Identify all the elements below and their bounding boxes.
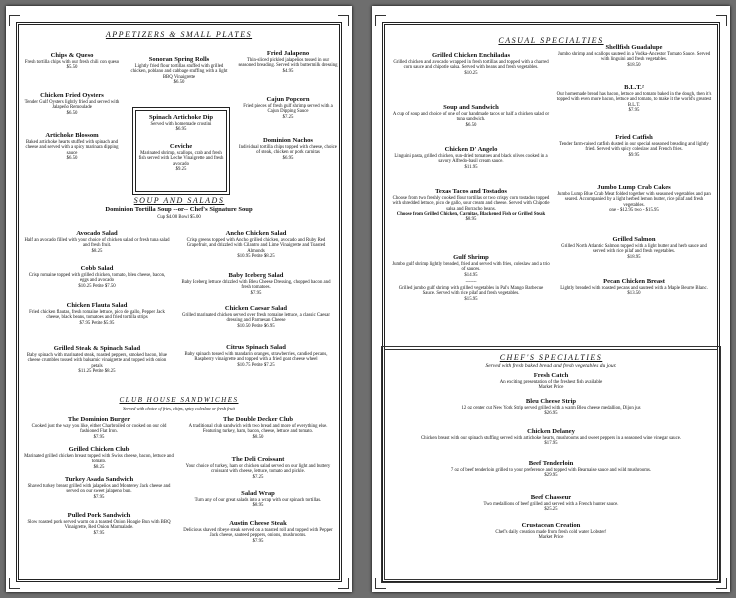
menu-item: Fried Catfish Tender farm-raised catfish dusted in our special seasoned breading and lightly fried. Served with spicy coleslaw and French fries. $9.95 bbox=[559, 134, 709, 158]
menu-item: Grilled Steak & Spinach Salad Baby spinach with marinated steak, roasted peppers, smoked bacon, blue cheese crumbles tossed with balsamic vinaigrette and topped with onion petals $11.25 Petite $8.25 bbox=[26, 345, 168, 374]
section-subtitle: Served with fresh baked bread and fresh vegetables du jour. bbox=[485, 363, 617, 369]
corner-ornament bbox=[716, 15, 727, 26]
menu-page-right bbox=[372, 6, 730, 592]
menu-item: Ceviche Marinated shrimp, scallops, crab and fresh fish served with Leche Vinaigrette and fresh avocado $9.25 bbox=[138, 143, 224, 172]
section-title-sandwiches: CLUB HOUSE SANDWICHES bbox=[119, 396, 239, 404]
menu-item: Cajun Popcorn Fried pieces of fresh gulf shrimp served with a Cajun Dipping Sauce $7.25 bbox=[243, 96, 333, 120]
menu-item: Chips & Queso Fresh tortilla chips with our fresh chili con queso $5.50 bbox=[24, 52, 120, 71]
soup-prices: Cup $4.00 Bowl $5.00 bbox=[157, 215, 201, 220]
menu-item: Grilled Salmon Grilled North Atlantic Salmon topped with a light butter and herb sauce and served with rice pilaf and fresh vegetables. $18.95 bbox=[561, 236, 707, 260]
menu-item: Pulled Pork Sandwich Slow roasted pork served warm on a toasted Onion Hoagie Bun with BBQ Vinaigrette, Red Onion Marmalade. $7.95 bbox=[27, 512, 171, 536]
section-subtitle: Served with choice of fries, chips, spicy coleslaw or fresh fruit bbox=[123, 406, 235, 411]
menu-item: The Dominion Burger Cooked just the way you like, either Charbroiled or cooked on our old fashioned Flat Iron. $7.95 bbox=[31, 416, 167, 440]
menu-item: The Deli Croissant Your choice of turkey, ham or chicken salad served on our light and buttery croissant with cheese, lettuce, tomato and pickle. $7.25 bbox=[185, 456, 331, 480]
menu-item: Soup and Sandwich A cup of soup and choice of one of our handmade tacos or half a chicken salad or tuna sandwich. $6.50 bbox=[392, 104, 550, 128]
menu-item: The Double Decker Club A traditional club sandwich with two bread and more of everything else. Featuring turkey, ham, bacon, cheese, lettuce and tomato. $8.50 bbox=[188, 416, 328, 440]
section-title-chef: CHEF'S SPECIALTIES bbox=[499, 353, 603, 362]
menu-item: Beef Tenderloin 7 oz of beef tenderloin grilled to your preference and topped with Bearnaise sauce and wild mushrooms. $29.95 bbox=[450, 460, 652, 479]
menu-item: Fried Jalapeno Thin-sliced pickled jalapeños tossed in our seasoned breading. Served with buttermilk dressing $4.95 bbox=[238, 50, 338, 74]
chefs-specialties-box bbox=[384, 349, 718, 580]
corner-ornament bbox=[9, 578, 20, 589]
corner-ornament bbox=[9, 15, 20, 26]
menu-item: Chicken Delaney Chicken breast with our spinach stuffing served with artichoke hearts, mushrooms and sweet peppers in a seasoned wine vinegar sauce. $17.95 bbox=[420, 428, 682, 447]
menu-item: Avocado Salad Half an avocado filled with your choice of chicken salad or fresh tuna salad and fresh fruit. $8.25 bbox=[24, 230, 170, 254]
menu-item: Sonoran Spring Rolls Lightly fried flour tortillas stuffed with grilled chicken, poblano and cabbage stuffing with a light BBQ Vinaigrette $6.50 bbox=[130, 56, 228, 85]
menu-item: Citrus Spinach Salad Baby spinach tossed with mandarin oranges, strawberries, candied pecans, Raspberry vinaigrette and topped with a fried goat cheese wheel $10.75 Petite $7.25 bbox=[184, 344, 328, 368]
menu-item: Shellfish Guadalupe Jumbo shrimp and scallops sauteed in a Vodka-Ancestor Tomato Sauce. Served with linguini and fresh vegetables. $18.50 bbox=[557, 44, 711, 68]
menu-item: Austin Cheese Steak Delicious shaved ribeye steak served on a toasted roll and topped with Pepper Jack cheese, sauteed peppers, onions, mushrooms. $7.95 bbox=[183, 520, 333, 544]
menu-item: Gulf Shrimp Jumbo gulf shrimp lightly breaded, fried and served with fries, coleslaw and a trio of sauces. $14.95 bbox=[392, 254, 550, 278]
menu-item: Bleu Cheese Strip 12 oz center cut New York Strip served grilled with a warm Bleu cheese medallion, Dijon jus $26.95 bbox=[461, 398, 641, 417]
menu-item-description: Grilled jumbo gulf shrimp with grilled vegetables in Pal's Mango Barbecue Sauce. Served with rice pilaf and fresh vegetables. $15.95 bbox=[398, 286, 544, 302]
menu-item: Crustacean Creation Chef's daily creation made from fresh cold water Lobster! Market Price bbox=[495, 522, 607, 541]
menu-item: Chicken D' Angelo Linguini pasta, grilled chicken, sun-dried tomatoes and black olives cooked in a savory Alfredo-basil cream sauce. $11.95 bbox=[394, 146, 548, 170]
menu-item: Beef Chasseur Two medallions of beef grilled and served with a French hunter sauce. $25.25 bbox=[483, 494, 619, 513]
menu-item: Chicken Fried Oysters Tender Gulf Oysters lightly fried and served with Jalapeño Remoulade $6.50 bbox=[24, 92, 120, 116]
section-title-casual: CASUAL SPECIALTIES bbox=[498, 36, 604, 45]
menu-item: Cobb Salad Crisp romaine topped with grilled chicken, tomato, bleu cheese, bacon, eggs and avocado $10.25 Petite $7.50 bbox=[28, 265, 166, 289]
menu-item: Jumbo Lump Crab Cakes Jumbo Lump Blue Crab Meat folded together with seasoned vegetables and pan seared. Accompanied by a light herbed lemon butter, rice pilaf and fresh vegetables. one - $12.95 two - $15.95 bbox=[557, 184, 711, 213]
menu-item: Chicken Caesar Salad Grilled marinated chicken served over fresh romaine lettuce, a classic Caesar dressing and Parmesan Cheese $10.50 Petite $6.95 bbox=[182, 305, 330, 329]
menu-item: Pecan Chicken Breast Lightly breaded with roasted pecans and sauteed with a Maple Beurre Blanc. $13.50 bbox=[560, 278, 708, 297]
menu-item: Spinach Artichoke Dip Served with homemade crostini $6.95 bbox=[148, 114, 214, 133]
menu-item: Baby Iceberg Salad Baby Iceberg lettuce drizzled with Bleu Cheese Dressing, chopped bacon and fresh tomatoes. $7.95 bbox=[181, 272, 331, 296]
menu-item: Salad Wrap Turn any of our great salads into a wrap with our spinach tortillas. $8.95 bbox=[194, 490, 322, 509]
menu-item: B.L.T.² Our homemade bread has bacon, lettuce and tomato baked in the dough, then it's topped with even more bacon, lettuce and tomato, to make it the world's greatest B.L.T. $7.95 bbox=[556, 84, 712, 113]
menu-item: Turkey Asada Sandwich Shaved turkey breast grilled with jalapeños and Monterey Jack cheese and served on our sweet jalapeno bun. $7.95 bbox=[27, 476, 171, 500]
menu-page-left bbox=[6, 6, 352, 592]
separator-ornament: ~~~~ bbox=[465, 280, 477, 285]
menu-item: Ancho Chicken Salad Crisp greens topped with Ancho grilled chicken, avocado and Ruby Red Grapefruit, and drizzled with Cilantro and Lime Vinaigrette and Toasted Almonds $10.95 Petite $8.25 bbox=[186, 230, 326, 259]
section-title-soups: SOUP AND SALADS bbox=[133, 196, 225, 205]
soup-line: Dominion Tortilla Soup --or-- Chef's Signature Soup bbox=[105, 206, 253, 213]
menu-item: Artichoke Blossom Baked artichoke hearts stuffed with spinach and cheese and served with a spicy marinara dipping sauce $6.50 bbox=[25, 132, 119, 161]
corner-ornament bbox=[338, 578, 349, 589]
featured-box bbox=[135, 110, 227, 192]
menu-item: Fresh Catch An exciting presentation of the freshest fish available Market Price bbox=[499, 372, 603, 391]
menu-item: Dominion Nachos Individual tortilla chips topped with cheese, choice of steak, chicken or pork carnitas $6.95 bbox=[239, 137, 337, 161]
corner-ornament bbox=[375, 15, 386, 26]
menu-item: Grilled Chicken Enchiladas Grilled chicken and avocado wrapped in fresh tortillas and topped with a charred corn sauce and chipotle salsa. Served with beans and fresh vegetables. $10.25 bbox=[393, 52, 549, 76]
corner-ornament bbox=[338, 15, 349, 26]
menu-item: Grilled Chicken Club Marinated grilled chicken breast topped with Swiss cheese, bacon, lettuce and tomato. $8.25 bbox=[24, 446, 174, 470]
menu-item: Texas Tacos and Tostados Choose from two freshly cooked flour tortillas or two crispy corn tostados topped with shredded lettuce, pico de gallo, sour cream and cheese. Served with Chipotle salsa and Borracho beans. Choose from Grilled Chicken, Carnitas, Blackened Fish or Grilled Steak $8.95 bbox=[392, 188, 550, 223]
menu-item: Chicken Flauta Salad Fried chicken flautas, fresh romaine lettuce, pico de gallo, Pepper Jack cheese, black beans, tomatoes and fried tortilla strips $7.95 Petite $5.95 bbox=[29, 302, 165, 326]
section-title-appetizers: APPETIZERS & SMALL PLATES bbox=[105, 30, 253, 39]
